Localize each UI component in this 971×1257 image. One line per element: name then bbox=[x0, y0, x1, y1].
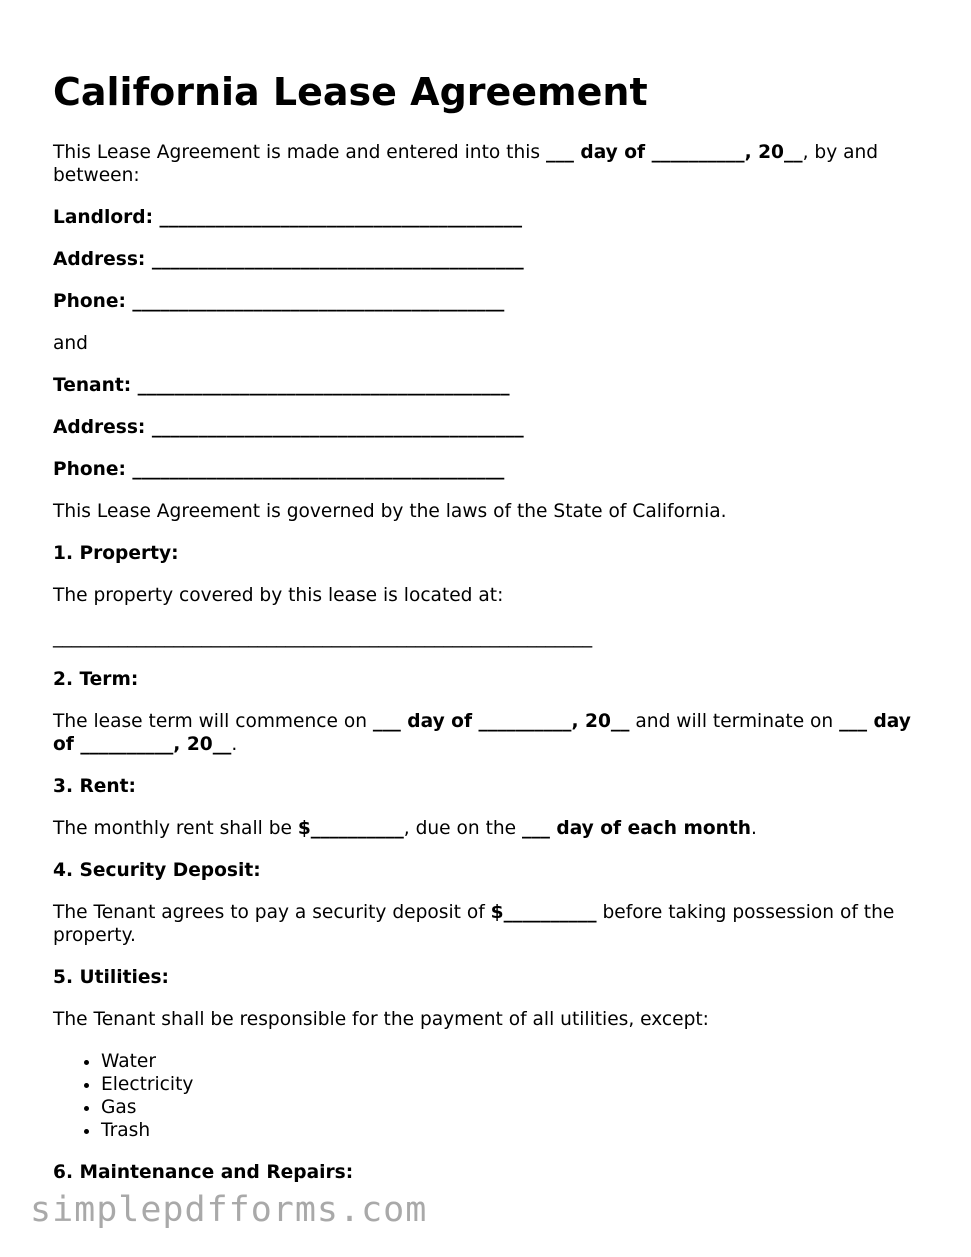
term-heading-text: 2. Term: bbox=[53, 669, 139, 690]
section-property-text: The property covered by this lease is located at: bbox=[53, 585, 504, 606]
property-heading-text: 1. Property: bbox=[53, 543, 179, 564]
landlord-address-line bbox=[53, 248, 915, 271]
intro-paragraph bbox=[53, 141, 915, 187]
section-deposit-heading bbox=[53, 859, 915, 882]
rent-heading-text: 3. Rent: bbox=[53, 776, 136, 797]
section-term-heading bbox=[53, 668, 915, 691]
tenant-name-line bbox=[53, 374, 915, 397]
deposit-text-post: before taking possession of the property. bbox=[53, 902, 895, 946]
section-deposit-text bbox=[53, 901, 915, 947]
section-rent-text bbox=[53, 817, 915, 840]
utilities-heading-text: 5. Utilities: bbox=[53, 967, 169, 988]
document-title: California Lease Agreement bbox=[53, 70, 648, 114]
document-body bbox=[53, 141, 915, 1203]
term-text-mid: and will terminate on bbox=[629, 711, 840, 732]
tenant-address-blank: ________________________________________ bbox=[145, 417, 524, 438]
section-term-text bbox=[53, 710, 915, 756]
landlord-phone-line bbox=[53, 290, 915, 313]
rent-amount-blank: $__________ bbox=[297, 818, 404, 839]
property-address-blank: __________________________________________________________ bbox=[53, 627, 593, 648]
intro-date-blank: ___ day of __________, 20__ bbox=[546, 142, 803, 163]
maintenance-heading-text: 6. Maintenance and Repairs: bbox=[53, 1162, 354, 1183]
intro-text: This Lease Agreement is made and entered into this bbox=[53, 142, 547, 163]
tenant-phone-blank: ________________________________________ bbox=[125, 459, 505, 480]
term-text-post: . bbox=[231, 734, 238, 755]
governing-law-text: This Lease Agreement is governed by the laws of the State of California. bbox=[53, 501, 727, 522]
term-text-pre: The lease term will commence on bbox=[53, 711, 373, 732]
term-end-blank: ___ day of __________, 20__ bbox=[53, 711, 911, 755]
rent-due-day-blank: ___ day of each month bbox=[522, 818, 752, 839]
section-utilities-heading bbox=[53, 966, 915, 989]
landlord-address-blank: ________________________________________ bbox=[145, 249, 524, 270]
section-maintenance-heading bbox=[53, 1161, 915, 1184]
term-start-blank: ___ day of __________, 20__ bbox=[372, 711, 630, 732]
deposit-amount-blank: $__________ bbox=[490, 902, 597, 923]
landlord-phone-label: Phone: bbox=[53, 291, 126, 312]
rent-text-pre: The monthly rent shall be bbox=[53, 818, 298, 839]
tenant-phone-label: Phone: bbox=[53, 459, 126, 480]
landlord-phone-blank: ________________________________________ bbox=[125, 291, 505, 312]
list-item: • Water bbox=[101, 1050, 915, 1073]
section-utilities-text: The Tenant shall be responsible for the payment of all utilities, except: bbox=[53, 1009, 709, 1030]
and-text: and bbox=[53, 333, 88, 354]
site-watermark: simplepdfforms.com bbox=[30, 1190, 428, 1230]
landlord-name-line bbox=[53, 206, 915, 229]
tenant-label: Tenant: bbox=[53, 375, 132, 396]
rent-text-post: . bbox=[751, 818, 757, 839]
utilities-exception-list bbox=[53, 1050, 915, 1142]
deposit-heading-text: 4. Security Deposit: bbox=[53, 860, 261, 881]
landlord-label: Landlord: bbox=[53, 207, 154, 228]
tenant-address-line bbox=[53, 416, 915, 439]
landlord-blank: _______________________________________ bbox=[153, 207, 523, 228]
tenant-address-label: Address: bbox=[53, 417, 146, 438]
section-property-heading bbox=[53, 542, 915, 565]
section-rent-heading bbox=[53, 775, 915, 798]
list-item: • Electricity bbox=[101, 1073, 915, 1096]
list-item: • Trash bbox=[101, 1119, 915, 1142]
intro-text-end: , by and between: bbox=[53, 142, 879, 186]
list-item: • Gas bbox=[101, 1096, 915, 1119]
landlord-address-label: Address: bbox=[53, 249, 146, 270]
deposit-text-pre: The Tenant agrees to pay a security deposit of bbox=[53, 902, 491, 923]
tenant-phone-line bbox=[53, 458, 915, 481]
rent-text-mid: , due on the bbox=[403, 818, 523, 839]
tenant-blank: ________________________________________ bbox=[131, 375, 510, 396]
